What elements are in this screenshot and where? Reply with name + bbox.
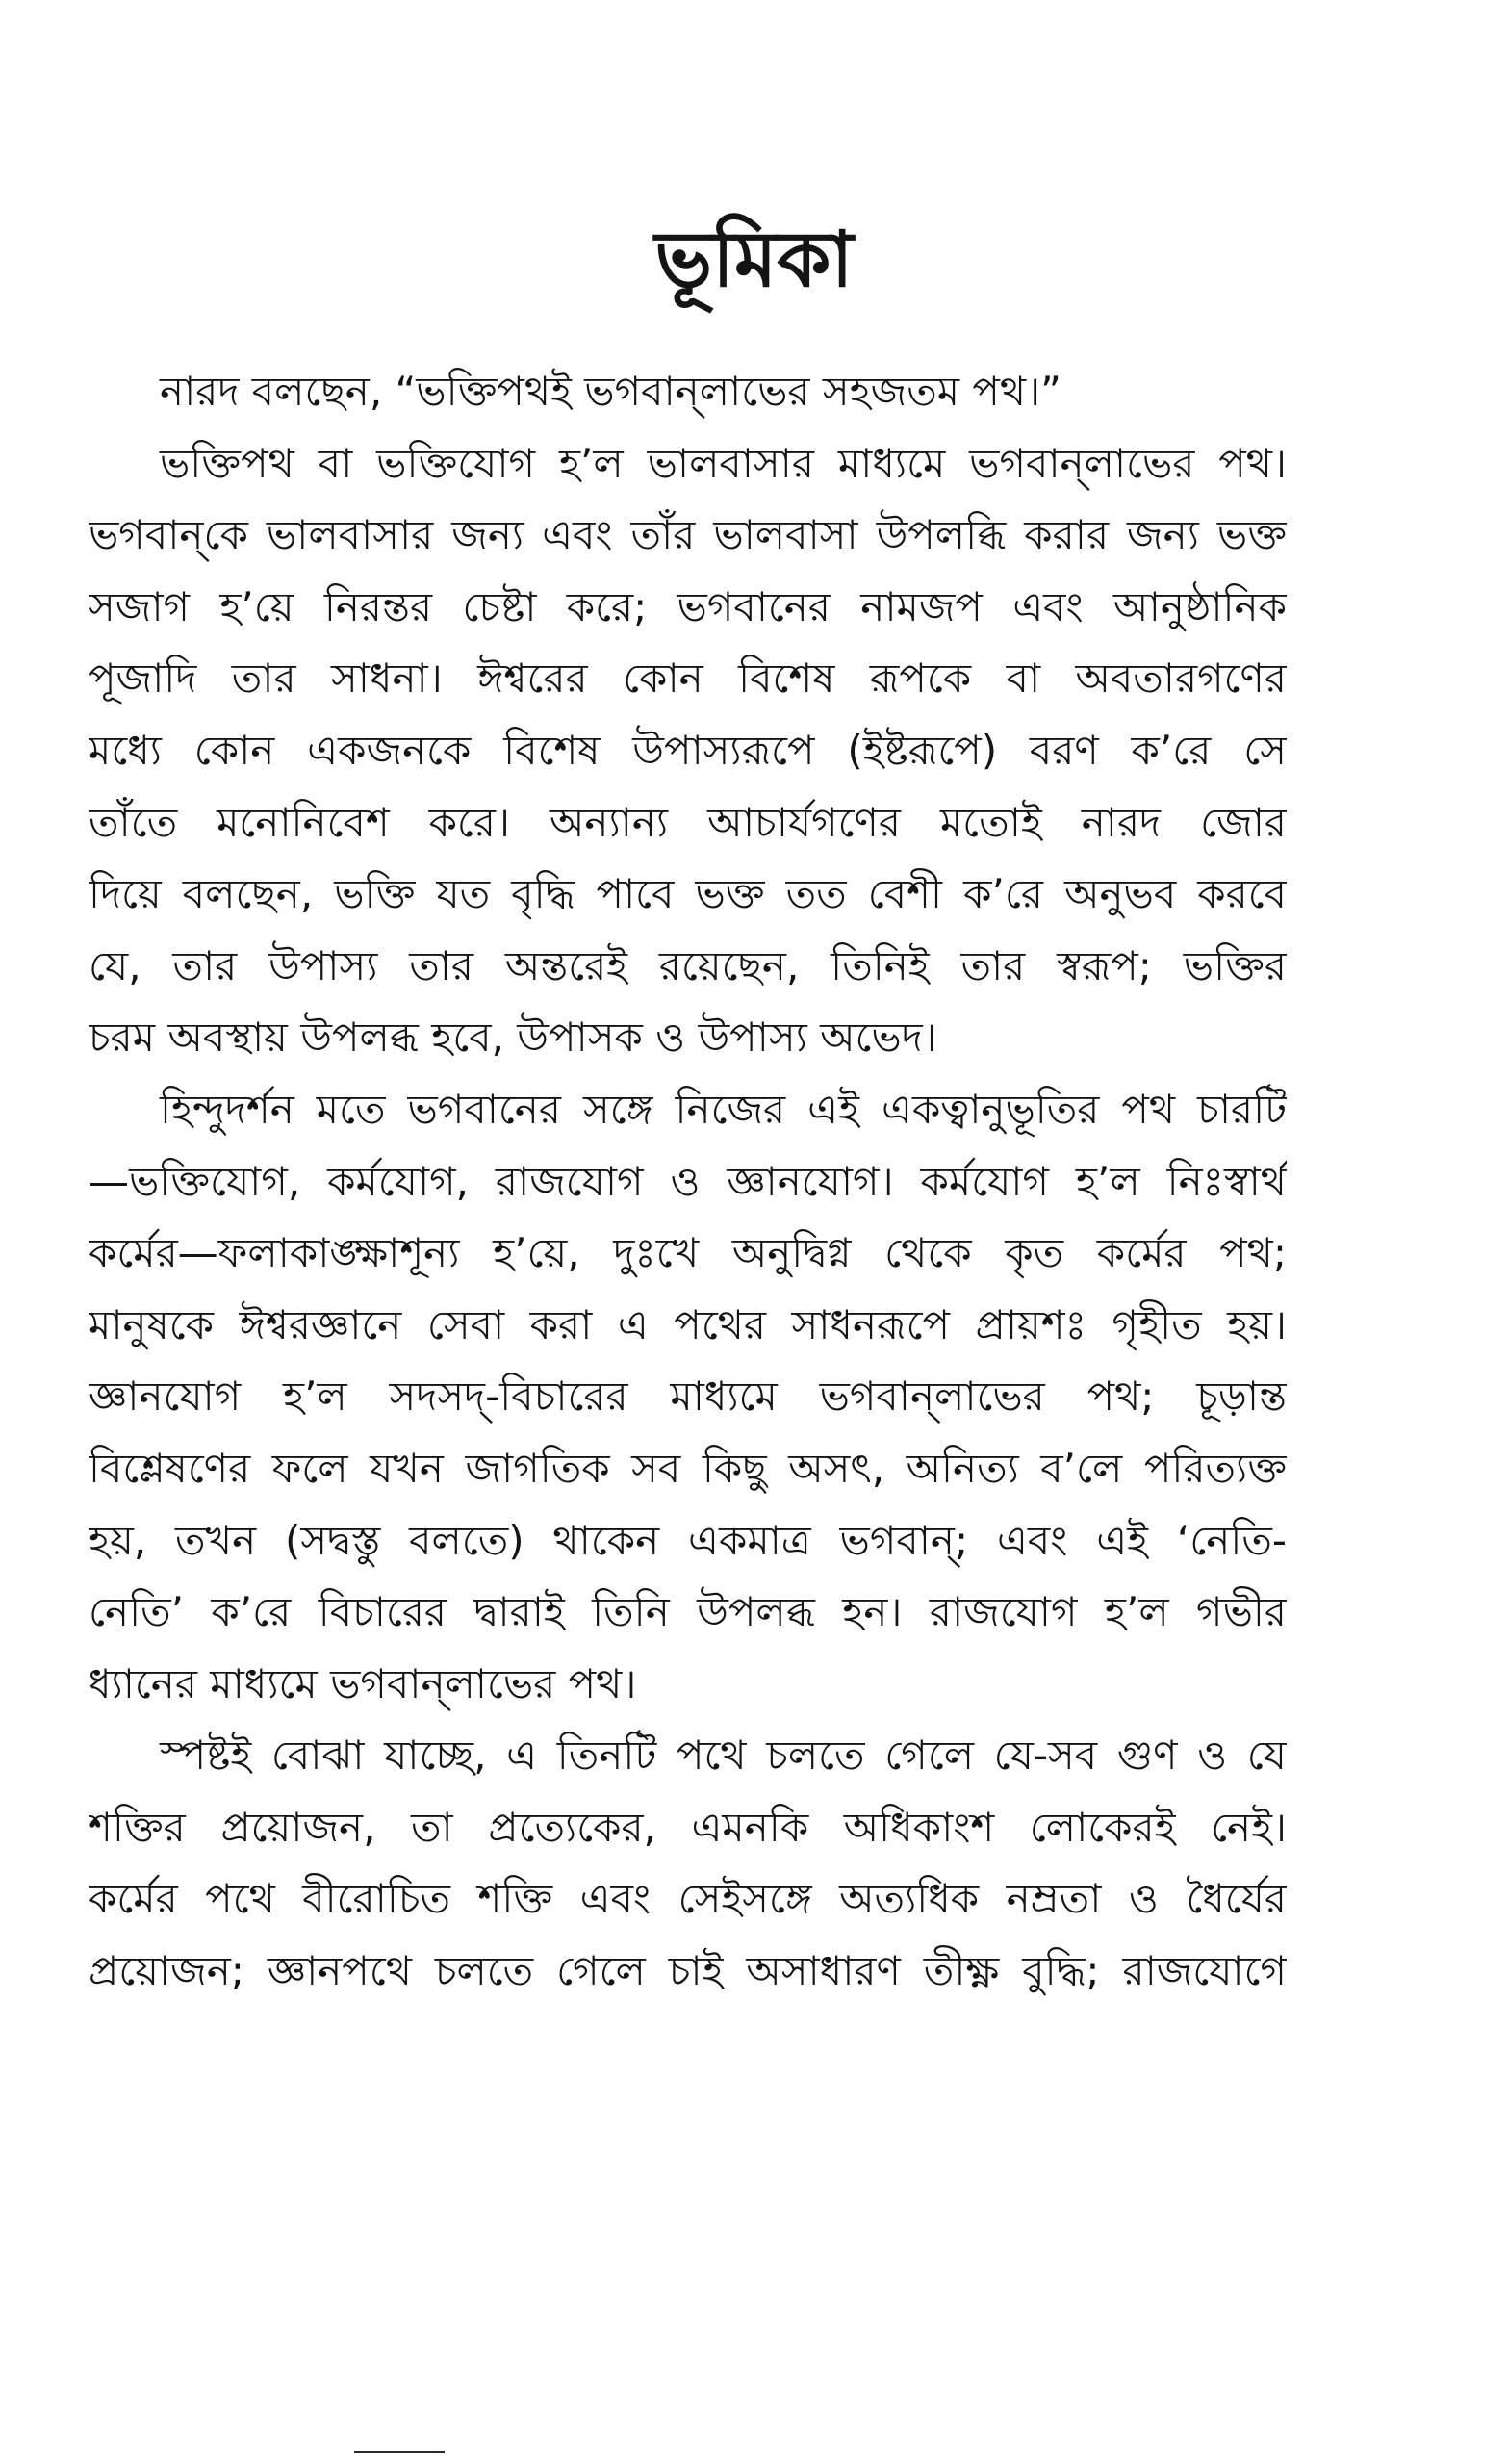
- text-line: যে, তার উপাস্য তার অন্তরেই রয়েছেন, তিনিই তার স্বরূপ; ভক্তির: [89, 941, 1287, 989]
- text-line: চরম অবস্থায় উপলব্ধ হবে, উপাসক ও উপাস্য অভেদ।: [89, 1014, 937, 1062]
- text-line: স্পষ্টই বোঝা যাচ্ছে, এ তিনটি পথে চলতে গেলে যে-সব গুণ ও যে: [160, 1732, 1287, 1780]
- text-line: পূজাদি তার সাধনা। ঈশ্বরের কোন বিশেষ রূপকে বা অবতারগণের: [89, 654, 1287, 703]
- text-line: তাঁতে মনোনিবেশ করে। অন্যান্য আচার্যগণের মতোই নারদ জোর: [89, 798, 1287, 846]
- text-line: হিন্দুদর্শন মতে ভগবানের সঙ্গে নিজের এই একত্বানুভূতির পথ চারটি: [160, 1085, 1287, 1133]
- text-line: ভক্তিপথ বা ভক্তিযোগ হ’ল ভালবাসার মাধ্যমে ভগবান্‌লাভের পথ।: [160, 439, 1287, 487]
- text-line: কর্মের—ফলাকাঙ্ক্ষাশূন্য হ’য়ে, দুঃখে অনুদ্বিগ্ন থেকে কৃত কর্মের পথ;: [89, 1229, 1287, 1277]
- text-line: বিশ্লেষণের ফলে যখন জাগতিক সব কিছু অসৎ, অনিত্য ব’লে পরিত্যক্ত: [89, 1444, 1287, 1492]
- page-edge-mark: [354, 2451, 445, 2453]
- body-text: [89, 356, 1287, 2008]
- text-line: নারদ বলছেন, “ভক্তিপথই ভগবান্‌লাভের সহজতম পথ।”: [160, 368, 1061, 415]
- text-line: প্রয়োজন; জ্ঞানপথে চলতে গেলে চাই অসাধারণ তীক্ষ্ণ বুদ্ধি; রাজযোগে: [89, 1947, 1287, 1995]
- text-line: নেতি’ ক’রে বিচারের দ্বারাই তিনি উপলব্ধ হন। রাজযোগ হ’ল গভীর: [89, 1588, 1287, 1636]
- text-line: জ্ঞানযোগ হ’ল সদসদ্‌-বিচারের মাধ্যমে ভগবান্‌লাভের পথ; চূড়ান্ত: [89, 1373, 1287, 1421]
- text-line: কর্মের পথে বীরোচিত শক্তি এবং সেইসঙ্গে অত্যধিক নম্রতা ও ধৈর্যের: [89, 1875, 1287, 1923]
- text-line: ভগবান্‌কে ভালবাসার জন্য এবং তাঁর ভালবাসা উপলব্ধি করার জন্য ভক্ত: [89, 511, 1287, 559]
- text-line: মধ্যে কোন একজনকে বিশেষ উপাস্যরূপে (ইষ্টরূপে) বরণ ক’রে সে: [89, 726, 1287, 774]
- text-line: হয়, তখন (সদ্বস্তু বলতে) থাকেন একমাত্র ভগবান্‌; এবং এই ‘নেতি-: [89, 1516, 1287, 1564]
- text-line: মানুষকে ঈশ্বরজ্ঞানে সেবা করা এ পথের সাধনরূপে প্রায়শঃ গৃহীত হয়।: [89, 1300, 1287, 1348]
- text-line: —ভক্তিযোগ, কর্মযোগ, রাজযোগ ও জ্ঞানযোগ। কর্মযোগ হ’ল নিঃস্বার্থ: [89, 1157, 1287, 1205]
- text-line: ধ্যানের মাধ্যমে ভগবান্‌লাভের পথ।: [89, 1659, 637, 1707]
- text-line: সজাগ হ’য়ে নিরন্তর চেষ্টা করে; ভগবানের নামজপ এবং আনুষ্ঠানিক: [89, 582, 1287, 630]
- page-title: ভূমিকা: [654, 215, 854, 304]
- text-line: শক্তির প্রয়োজন, তা প্রত্যেকের, এমনকি অধিকাংশ লোকেরই নেই।: [89, 1803, 1287, 1851]
- text-line: দিয়ে বলছেন, ভক্তি যত বৃদ্ধি পাবে ভক্ত তত বেশী ক’রে অনুভব করবে: [89, 870, 1287, 918]
